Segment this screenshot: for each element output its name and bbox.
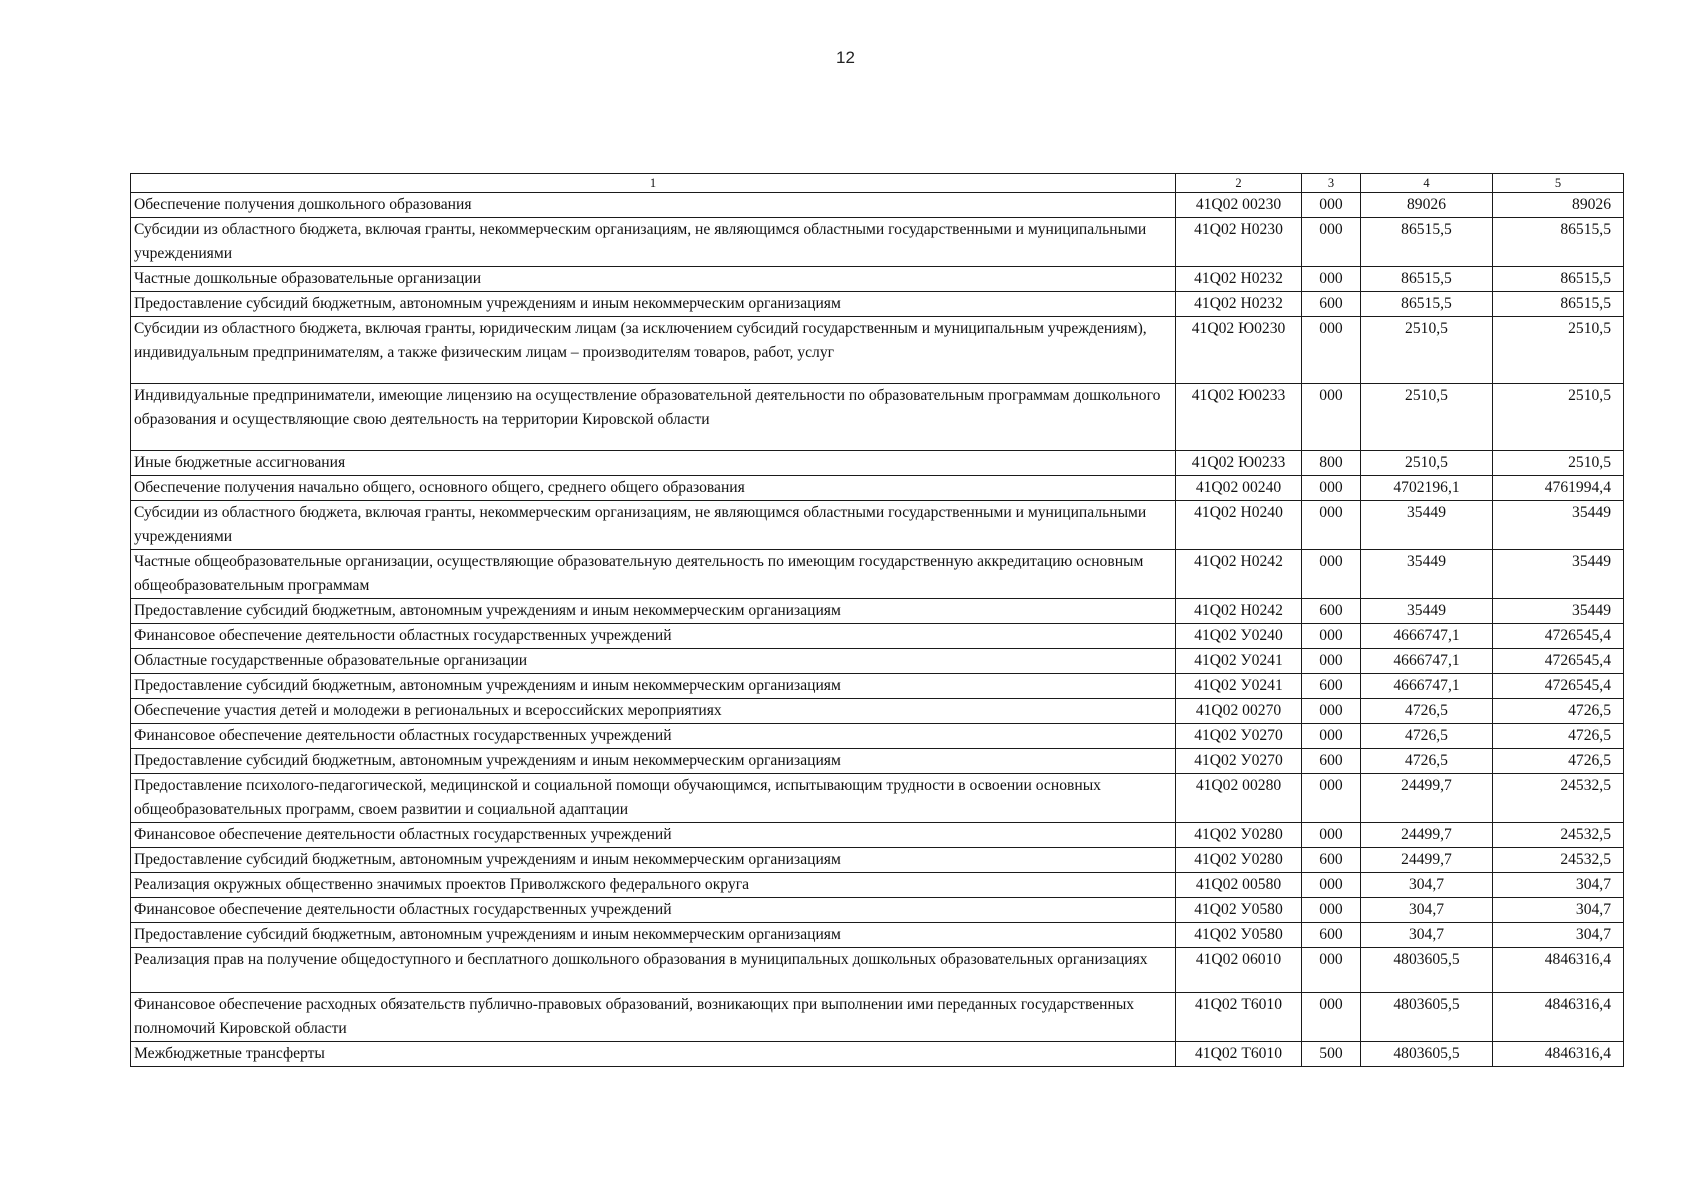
row-type: 600 — [1302, 848, 1361, 873]
row-code: 41Q02 Н0242 — [1176, 599, 1302, 624]
row-description: Частные дошкольные образовательные организации — [131, 267, 1176, 292]
row-amount-col5: 86515,5 — [1493, 267, 1624, 292]
row-code: 41Q02 У0280 — [1176, 848, 1302, 873]
row-amount-col4: 4803605,5 — [1361, 993, 1493, 1042]
row-code: 41Q02 00240 — [1176, 476, 1302, 501]
row-amount-col4: 35449 — [1361, 599, 1493, 624]
row-description: Финансовое обеспечение деятельности областных государственных учреждений — [131, 823, 1176, 848]
row-code: 41Q02 06010 — [1176, 948, 1302, 993]
row-amount-col4: 4726,5 — [1361, 749, 1493, 774]
row-amount-col5: 24532,5 — [1493, 774, 1624, 823]
table-row — [131, 993, 1624, 1042]
row-description: Предоставление субсидий бюджетным, автономным учреждениям и иным некоммерческим организациям — [131, 674, 1176, 699]
row-amount-col4: 35449 — [1361, 501, 1493, 550]
row-amount-col4: 4666747,1 — [1361, 649, 1493, 674]
row-code: 41Q02 Н0240 — [1176, 501, 1302, 550]
row-amount-col5: 2510,5 — [1493, 451, 1624, 476]
row-amount-col5: 304,7 — [1493, 923, 1624, 948]
table-row — [131, 501, 1624, 550]
table-row — [131, 292, 1624, 317]
row-type: 000 — [1302, 724, 1361, 749]
row-code: 41Q02 У0241 — [1176, 674, 1302, 699]
row-amount-col5: 35449 — [1493, 501, 1624, 550]
column-number-row — [131, 174, 1624, 193]
row-description: Предоставление субсидий бюджетным, автономным учреждениям и иным некоммерческим организациям — [131, 749, 1176, 774]
table-row — [131, 384, 1624, 451]
row-amount-col5: 4726,5 — [1493, 724, 1624, 749]
row-amount-col5: 2510,5 — [1493, 384, 1624, 451]
row-amount-col5: 4846316,4 — [1493, 1042, 1624, 1067]
row-amount-col4: 4726,5 — [1361, 699, 1493, 724]
table-row — [131, 848, 1624, 873]
row-amount-col4: 24499,7 — [1361, 848, 1493, 873]
row-amount-col4: 4803605,5 — [1361, 948, 1493, 993]
row-amount-col4: 2510,5 — [1361, 384, 1493, 451]
row-description: Субсидии из областного бюджета, включая гранты, некоммерческим организациям, не являющимся областными государственными и муниципальными учреждениями — [131, 501, 1176, 550]
row-description: Предоставление субсидий бюджетным, автономным учреждениям и иным некоммерческим организациям — [131, 292, 1176, 317]
table-row — [131, 451, 1624, 476]
table-row — [131, 1042, 1624, 1067]
row-amount-col4: 4666747,1 — [1361, 674, 1493, 699]
column-header: 4 — [1361, 174, 1493, 193]
row-amount-col4: 304,7 — [1361, 923, 1493, 948]
row-amount-col5: 4726,5 — [1493, 749, 1624, 774]
column-header: 5 — [1493, 174, 1624, 193]
row-description: Субсидии из областного бюджета, включая гранты, юридическим лицам (за исключением субсидий государственным и муниципальным учреждениям), индивидуальным предпринимателям, а также физическим лицам – производителям товаров, работ, услуг — [131, 317, 1176, 384]
table-row — [131, 948, 1624, 993]
row-code: 41Q02 Т6010 — [1176, 993, 1302, 1042]
table-row — [131, 923, 1624, 948]
row-code: 41Q02 Ю0230 — [1176, 317, 1302, 384]
table-row — [131, 599, 1624, 624]
row-type: 600 — [1302, 292, 1361, 317]
row-description: Обеспечение получения дошкольного образования — [131, 193, 1176, 218]
row-code: 41Q02 У0240 — [1176, 624, 1302, 649]
row-code: 41Q02 Т6010 — [1176, 1042, 1302, 1067]
table-row — [131, 624, 1624, 649]
row-code: 41Q02 У0270 — [1176, 724, 1302, 749]
row-type: 000 — [1302, 476, 1361, 501]
table-row — [131, 823, 1624, 848]
table-row — [131, 898, 1624, 923]
row-description: Межбюджетные трансферты — [131, 1042, 1176, 1067]
row-amount-col5: 4726545,4 — [1493, 649, 1624, 674]
table-row — [131, 317, 1624, 384]
table-row — [131, 873, 1624, 898]
row-amount-col5: 24532,5 — [1493, 823, 1624, 848]
row-description: Финансовое обеспечение расходных обязательств публично-правовых образований, возникающих при выполнении ими переданных государственных полномочий Кировской области — [131, 993, 1176, 1042]
row-type: 000 — [1302, 501, 1361, 550]
table-row — [131, 674, 1624, 699]
row-description: Реализация прав на получение общедоступного и бесплатного дошкольного образования в муниципальных дошкольных образовательных организациях — [131, 948, 1176, 993]
row-code: 41Q02 Ю0233 — [1176, 384, 1302, 451]
row-amount-col5: 86515,5 — [1493, 292, 1624, 317]
row-type: 000 — [1302, 267, 1361, 292]
row-code: 41Q02 Н0242 — [1176, 550, 1302, 599]
row-amount-col4: 4702196,1 — [1361, 476, 1493, 501]
row-amount-col4: 86515,5 — [1361, 218, 1493, 267]
budget-table — [130, 173, 1624, 1067]
row-description: Иные бюджетные ассигнования — [131, 451, 1176, 476]
row-type: 500 — [1302, 1042, 1361, 1067]
row-description: Финансовое обеспечение деятельности областных государственных учреждений — [131, 898, 1176, 923]
row-amount-col5: 86515,5 — [1493, 218, 1624, 267]
row-code: 41Q02 У0280 — [1176, 823, 1302, 848]
row-amount-col4: 304,7 — [1361, 898, 1493, 923]
page-number: 12 — [836, 48, 855, 67]
table-row — [131, 267, 1624, 292]
row-code: 41Q02 Н0230 — [1176, 218, 1302, 267]
row-description: Областные государственные образовательные организации — [131, 649, 1176, 674]
row-amount-col4: 4803605,5 — [1361, 1042, 1493, 1067]
row-description: Предоставление субсидий бюджетным, автономным учреждениям и иным некоммерческим организациям — [131, 923, 1176, 948]
row-description: Индивидуальные предприниматели, имеющие лицензию на осуществление образовательной деятельности по образовательным программам дошкольного образования и осуществляющие свою деятельность на территории Кировской области — [131, 384, 1176, 451]
row-description: Предоставление субсидий бюджетным, автономным учреждениям и иным некоммерческим организациям — [131, 599, 1176, 624]
row-amount-col5: 89026 — [1493, 193, 1624, 218]
row-type: 600 — [1302, 923, 1361, 948]
row-amount-col4: 86515,5 — [1361, 292, 1493, 317]
row-type: 600 — [1302, 749, 1361, 774]
table-row — [131, 649, 1624, 674]
row-code: 41Q02 У0580 — [1176, 923, 1302, 948]
row-type: 000 — [1302, 193, 1361, 218]
row-description: Финансовое обеспечение деятельности областных государственных учреждений — [131, 624, 1176, 649]
row-amount-col4: 35449 — [1361, 550, 1493, 599]
row-type: 000 — [1302, 218, 1361, 267]
table-row — [131, 749, 1624, 774]
table-row — [131, 774, 1624, 823]
row-amount-col4: 2510,5 — [1361, 451, 1493, 476]
table-row — [131, 476, 1624, 501]
row-code: 41Q02 Н0232 — [1176, 267, 1302, 292]
row-type: 000 — [1302, 823, 1361, 848]
row-amount-col4: 89026 — [1361, 193, 1493, 218]
column-header: 2 — [1176, 174, 1302, 193]
row-description: Обеспечение получения начально общего, основного общего, среднего общего образования — [131, 476, 1176, 501]
row-type: 000 — [1302, 550, 1361, 599]
row-amount-col5: 4846316,4 — [1493, 948, 1624, 993]
row-code: 41Q02 У0270 — [1176, 749, 1302, 774]
row-type: 000 — [1302, 873, 1361, 898]
row-amount-col5: 4726545,4 — [1493, 624, 1624, 649]
row-amount-col5: 35449 — [1493, 599, 1624, 624]
row-code: 41Q02 Н0232 — [1176, 292, 1302, 317]
row-amount-col4: 4726,5 — [1361, 724, 1493, 749]
row-description: Субсидии из областного бюджета, включая гранты, некоммерческим организациям, не являющимся областными государственными и муниципальными учреждениями — [131, 218, 1176, 267]
row-description: Обеспечение участия детей и молодежи в региональных и всероссийских мероприятиях — [131, 699, 1176, 724]
row-type: 600 — [1302, 599, 1361, 624]
row-description: Финансовое обеспечение деятельности областных государственных учреждений — [131, 724, 1176, 749]
row-type: 000 — [1302, 699, 1361, 724]
column-header: 1 — [131, 174, 1176, 193]
row-type: 000 — [1302, 624, 1361, 649]
row-code: 41Q02 00230 — [1176, 193, 1302, 218]
row-type: 000 — [1302, 898, 1361, 923]
row-type: 000 — [1302, 993, 1361, 1042]
row-code: 41Q02 У0580 — [1176, 898, 1302, 923]
row-code: 41Q02 Ю0233 — [1176, 451, 1302, 476]
table-row — [131, 218, 1624, 267]
row-amount-col4: 2510,5 — [1361, 317, 1493, 384]
row-type: 000 — [1302, 384, 1361, 451]
row-type: 000 — [1302, 948, 1361, 993]
row-amount-col5: 2510,5 — [1493, 317, 1624, 384]
row-description: Реализация окружных общественно значимых проектов Приволжского федерального округа — [131, 873, 1176, 898]
row-code: 41Q02 У0241 — [1176, 649, 1302, 674]
row-code: 41Q02 00270 — [1176, 699, 1302, 724]
row-amount-col5: 35449 — [1493, 550, 1624, 599]
table-row — [131, 699, 1624, 724]
row-amount-col4: 4666747,1 — [1361, 624, 1493, 649]
row-description: Предоставление психолого-педагогической, медицинской и социальной помощи обучающимся, испытывающим трудности в освоении основных общеобразовательных программ, своем развитии и социальной адаптации — [131, 774, 1176, 823]
row-amount-col5: 24532,5 — [1493, 848, 1624, 873]
row-type: 600 — [1302, 674, 1361, 699]
row-amount-col4: 24499,7 — [1361, 823, 1493, 848]
row-code: 41Q02 00580 — [1176, 873, 1302, 898]
row-amount-col4: 86515,5 — [1361, 267, 1493, 292]
row-amount-col4: 304,7 — [1361, 873, 1493, 898]
row-code: 41Q02 00280 — [1176, 774, 1302, 823]
row-amount-col5: 304,7 — [1493, 873, 1624, 898]
row-type: 000 — [1302, 317, 1361, 384]
column-header: 3 — [1302, 174, 1361, 193]
row-amount-col5: 4726545,4 — [1493, 674, 1624, 699]
row-amount-col5: 4846316,4 — [1493, 993, 1624, 1042]
row-description: Предоставление субсидий бюджетным, автономным учреждениям и иным некоммерческим организациям — [131, 848, 1176, 873]
table-row — [131, 193, 1624, 218]
table-row — [131, 550, 1624, 599]
row-type: 000 — [1302, 649, 1361, 674]
row-amount-col5: 4726,5 — [1493, 699, 1624, 724]
row-amount-col5: 304,7 — [1493, 898, 1624, 923]
row-amount-col4: 24499,7 — [1361, 774, 1493, 823]
table-row — [131, 724, 1624, 749]
row-description: Частные общеобразовательные организации, осуществляющие образовательную деятельность по имеющим государственную аккредитацию основным общеобразовательным программам — [131, 550, 1176, 599]
row-amount-col5: 4761994,4 — [1493, 476, 1624, 501]
row-type: 800 — [1302, 451, 1361, 476]
row-type: 000 — [1302, 774, 1361, 823]
